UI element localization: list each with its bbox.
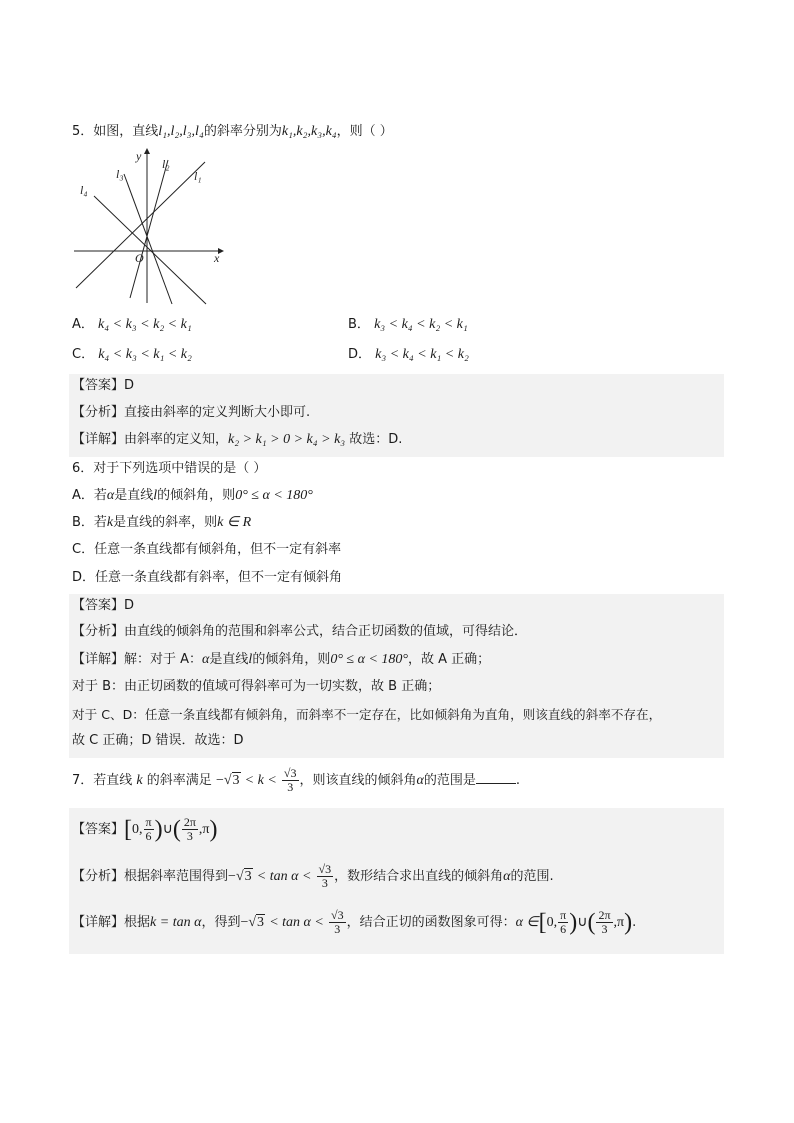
detail-tag: 【详解】	[72, 432, 125, 447]
q7-frac: $\frac{√3}{3}$	[283, 766, 297, 794]
q6-d1-math: 0° ≤ α < 180°	[330, 652, 409, 667]
q6-d1-alpha: α	[202, 652, 210, 667]
q6-b-1: B．若	[72, 515, 107, 530]
q6-detail-2: 对于 B：由正切函数的值域可得斜率可为一切实数，故 B 正确；	[72, 679, 441, 694]
q7-ineq: < k <	[244, 773, 277, 788]
answer-value: D	[124, 598, 135, 613]
q7-an-c: 的范围.	[510, 869, 554, 884]
q6-a-2: 是直线	[114, 488, 154, 503]
label-l3: l₃	[116, 167, 124, 181]
q7-cup: ∪	[162, 822, 173, 837]
q5-option-c	[72, 345, 192, 365]
q7-analysis: 【分析】根据斜率范围得到−√3 < tan α < $\frac{√3}{3}$ ，数形结合求出直线的倾斜角α的范围.	[72, 862, 554, 890]
detail-end: 故选：D.	[349, 432, 403, 447]
q7-s5: .	[515, 773, 521, 788]
q7-answer: 【答案】[0, $\frac{\pi}{6}$ )∪( $\frac{2\pi}{3}$ ,π)	[72, 815, 218, 843]
q6-d1-c: 的倾斜角，则	[252, 652, 331, 667]
q7-k: k	[136, 773, 143, 788]
q5-stem-suffix: ，则（ ）	[336, 124, 393, 139]
q5-option-b-text: k₃ < k₄ < k₂ < k₁	[374, 317, 468, 332]
detail-text: 由斜率的定义知，	[124, 432, 229, 447]
analysis-tag: 【分析】	[72, 869, 125, 884]
analysis-tag: 【分析】	[72, 624, 125, 639]
q5-option-a-text: k₄ < k₃ < k₂ < k₁	[98, 317, 192, 332]
q5-option-d-label: D．	[348, 347, 372, 362]
q7-stem	[72, 766, 520, 796]
q7-d-a: 根据	[124, 915, 151, 930]
q6-a-1: A．若	[72, 488, 107, 503]
q6-stem: 6．对于下列选项中错误的是（ ）	[72, 461, 267, 476]
q6-option-d: D．任意一条直线都有斜率，但不一定有倾斜角	[72, 570, 343, 585]
answer-tag: 【答案】	[72, 598, 125, 613]
q5-figure	[72, 148, 228, 306]
line-l4	[94, 196, 206, 304]
q6-option-c: C．任意一条直线都有倾斜角，但不一定有斜率	[72, 542, 342, 557]
q5-lines: l₁,l₂,l₃,l₄	[158, 124, 204, 139]
q6-d1-a: 解：对于 A：	[124, 652, 203, 667]
answer-tag: 【答案】	[72, 378, 125, 393]
detail-math: k₂ > k₁ > 0 > k₄ > k₃	[228, 432, 346, 447]
q6-b-2: 是直线的斜率，则	[113, 515, 218, 530]
q6-analysis	[72, 622, 527, 642]
q7-ans-frac2: $\frac{2\pi}{3}$	[183, 815, 196, 843]
q7-an-mid: < tan α <	[256, 869, 312, 884]
q5-option-d	[348, 345, 469, 365]
label-o: O	[135, 251, 144, 265]
line-l1	[76, 162, 205, 288]
q6-d1-d: ，故 A 正确；	[408, 652, 491, 667]
q6-option-b	[72, 513, 251, 533]
q7-ans-b: ,π	[198, 822, 210, 837]
label-l4: l₄	[80, 183, 88, 197]
q6-answer	[72, 596, 134, 616]
q7-s2: 的斜率满足	[146, 773, 212, 788]
analysis-tag: 【分析】	[72, 405, 125, 420]
q7-d-c: ，结合正切的函数图象可得：	[346, 915, 516, 930]
q5-option-b-label: B．	[348, 317, 370, 332]
q6-d1-l: l	[248, 652, 253, 667]
q7-an-b: ，数形结合求出直线的倾斜角	[334, 869, 504, 884]
label-y: y	[136, 149, 142, 163]
q7-minus: −	[215, 773, 224, 788]
q6-d1-b: 是直线	[209, 652, 249, 667]
q7-an-a: 根据斜率范围得到	[124, 869, 229, 884]
q7-d-k: k = tan α	[150, 915, 202, 930]
q7-ans-a: 0,	[132, 822, 143, 837]
q6-b-k: k	[106, 515, 114, 530]
q7-s1: 7．若直线	[72, 773, 133, 788]
analysis-text: 由直线的倾斜角的范围和斜率公式，结合正切函数的值域，可得结论．	[124, 624, 528, 639]
answer-tag: 【答案】	[72, 822, 125, 837]
q6-detail-4: 故 C 正确；D 错误．故选：D	[72, 733, 244, 748]
label-l2: l₂	[162, 157, 170, 171]
q5-stem	[72, 122, 393, 142]
q5-option-a	[72, 315, 192, 335]
q5-option-c-text: k₄ < k₃ < k₁ < k₂	[98, 347, 192, 362]
detail-tag: 【详解】	[72, 652, 125, 667]
y-axis-arrow	[144, 148, 150, 154]
q7-sqrt: √3	[223, 773, 240, 788]
q6-detail-3: 对于 C、D：任意一条直线都有倾斜角，而斜率不一定存在，比如倾斜角为直角，则该直线的斜率不存在，	[72, 707, 662, 722]
q6-detail-1	[72, 650, 490, 670]
q5-slopes: k₁,k₂,k₃,k₄	[281, 124, 337, 139]
q6-b-math: k ∈ R	[217, 515, 252, 530]
answer-value: D	[124, 378, 135, 393]
q7-s4: 的范围是	[423, 773, 476, 788]
label-l1: l₁	[194, 169, 202, 183]
q6-a-alpha: α	[106, 488, 115, 503]
q5-analysis	[72, 403, 310, 423]
q5-option-b	[348, 315, 468, 335]
q5-answer	[72, 376, 134, 396]
q5-stem-prefix: 5．如图，直线	[72, 124, 159, 139]
q5-detail	[72, 430, 402, 450]
q6-a-math: 0° ≤ α < 180°	[235, 488, 313, 503]
q7-d-b: ，得到	[201, 915, 241, 930]
q5-option-a-label: A．	[72, 317, 94, 332]
label-x: x	[214, 251, 220, 265]
q7-s3: ，则该直线的倾斜角	[299, 773, 417, 788]
q7-blank	[476, 769, 516, 784]
q7-ans-frac1: $\frac{\pi}{6}$	[145, 815, 152, 843]
q5-option-c-label: C．	[72, 347, 95, 362]
q6-a-3: 的倾斜角，则	[157, 488, 236, 503]
q7-detail: 【详解】根据k = tan α，得到−√3 < tan α < $\frac{√3}{3}$ ，结合正切的函数图象可得：α ∈[0, $\frac{\pi}{6}$ )∪( $\frac{2\pi}{3}$ ,π).	[72, 908, 637, 936]
q6-a-l: l	[153, 488, 158, 503]
q7-alpha: α	[416, 773, 424, 788]
line-l3	[124, 174, 172, 304]
q5-option-d-text: k₃ < k₄ < k₁ < k₂	[375, 347, 469, 362]
q5-stem-mid: 的斜率分别为	[203, 124, 282, 139]
q6-option-a	[72, 486, 313, 506]
q7-d-in: α ∈	[515, 915, 539, 930]
detail-tag: 【详解】	[72, 915, 125, 930]
q7-d-end: .	[632, 915, 637, 930]
analysis-text: 直接由斜率的定义判断大小即可.	[124, 405, 311, 420]
